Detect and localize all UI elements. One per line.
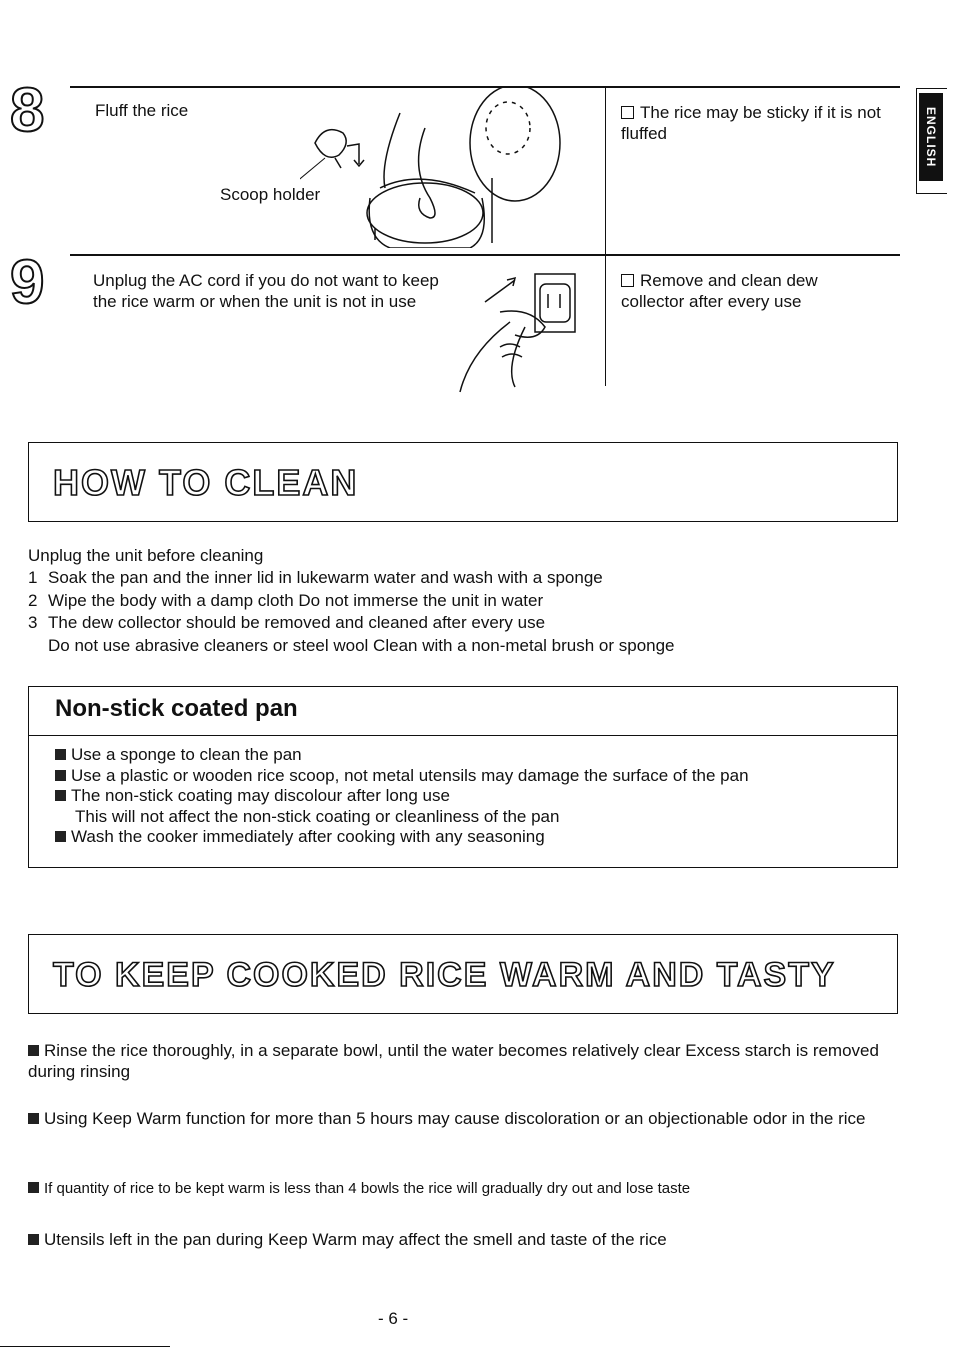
square-bullet-icon [28, 1234, 39, 1245]
step-9-note-text: Remove and clean dew collector after every use [621, 271, 818, 311]
clean-intro: Unplug the unit before cleaning [28, 546, 264, 565]
how-to-clean-banner [28, 442, 898, 522]
step-9-note [621, 270, 881, 312]
scoop-holder-label: Scoop holder [220, 185, 321, 204]
list-item: 3 The dew collector should be removed and cleaned after every use [28, 613, 546, 632]
bullet-2-icon [55, 770, 66, 781]
step-8-divider [605, 88, 606, 254]
keep-warm-tip-2: Using Keep Warm function for more than 5 hours may cause discoloration or an objectionable odor in the rice [28, 1108, 888, 1129]
bottom-edge-rule [0, 1346, 170, 1347]
keep-warm-tip-3: If quantity of rice to be kept warm is less than 4 bowls the rice will gradually dry out and lose taste [28, 1178, 888, 1199]
clean-steps-list [28, 567, 908, 657]
keep-warm-banner [28, 934, 898, 1014]
list-item: Do not use abrasive cleaners or steel wool Clean with a non-metal brush or sponge [48, 635, 675, 655]
language-tab [916, 88, 947, 194]
list-item: 2 Wipe the body with a damp cloth Do not immerse the unit in water [28, 590, 544, 610]
list-item: Wash the cooker immediately after cooking with any seasoning [55, 827, 885, 848]
non-stick-box [28, 686, 898, 868]
page-number: - 6 - [378, 1309, 409, 1328]
list-item: Use a plastic or wooden rice scoop, not metal utensils may damage the surface of the pan [55, 766, 885, 787]
language-tab-label: ENGLISH [919, 93, 943, 181]
keep-warm-tip-4: Utensils left in the pan during Keep Warm may affect the smell and taste of the rice [28, 1229, 888, 1250]
non-stick-divider [29, 735, 897, 736]
keep-warm-tip-1: Rinse the rice thoroughly, in a separate bowl, until the water becomes relatively clear Excess starch is removed during rinsing [28, 1041, 879, 1081]
step-8-note-text: The rice may be sticky if it is not fluffed [621, 103, 881, 143]
step-9-instruction: Unplug the AC cord if you do not want to keep the rice warm or when the unit is not in use [93, 271, 439, 311]
step-8-instruction: Fluff the rice [95, 101, 189, 120]
how-to-clean-title: HOW TO CLEAN [53, 462, 359, 503]
step-9-number: 9 [10, 248, 45, 317]
bullet-3-icon [55, 790, 66, 801]
fluff-rice-illustration [300, 88, 600, 248]
note-checkbox-icon [621, 106, 634, 119]
keep-warm-title: TO KEEP COOKED RICE WARM AND TASTY [53, 956, 836, 994]
step-9-divider [605, 256, 606, 386]
list-item: The non-stick coating may discolour after long use [55, 786, 885, 807]
note-checkbox-icon [621, 274, 634, 287]
step-9-top-rule [70, 254, 900, 256]
non-stick-title: Non-stick coated pan [55, 695, 298, 722]
bullet-4-icon [55, 831, 66, 842]
unplug-illustration [430, 262, 600, 397]
square-bullet-icon [28, 1113, 39, 1124]
step-8-number: 8 [10, 76, 45, 145]
list-item: This will not affect the non-stick coating or cleanliness of the pan [75, 806, 560, 826]
step-8-note [621, 102, 881, 144]
list-item: 1 Soak the pan and the inner lid in lukewarm water and wash with a sponge [28, 568, 603, 587]
non-stick-list [55, 745, 885, 848]
list-item: Use a sponge to clean the pan [55, 745, 885, 766]
square-bullet-icon [28, 1182, 39, 1193]
bullet-1-icon [55, 749, 66, 760]
square-bullet-icon [28, 1045, 39, 1056]
